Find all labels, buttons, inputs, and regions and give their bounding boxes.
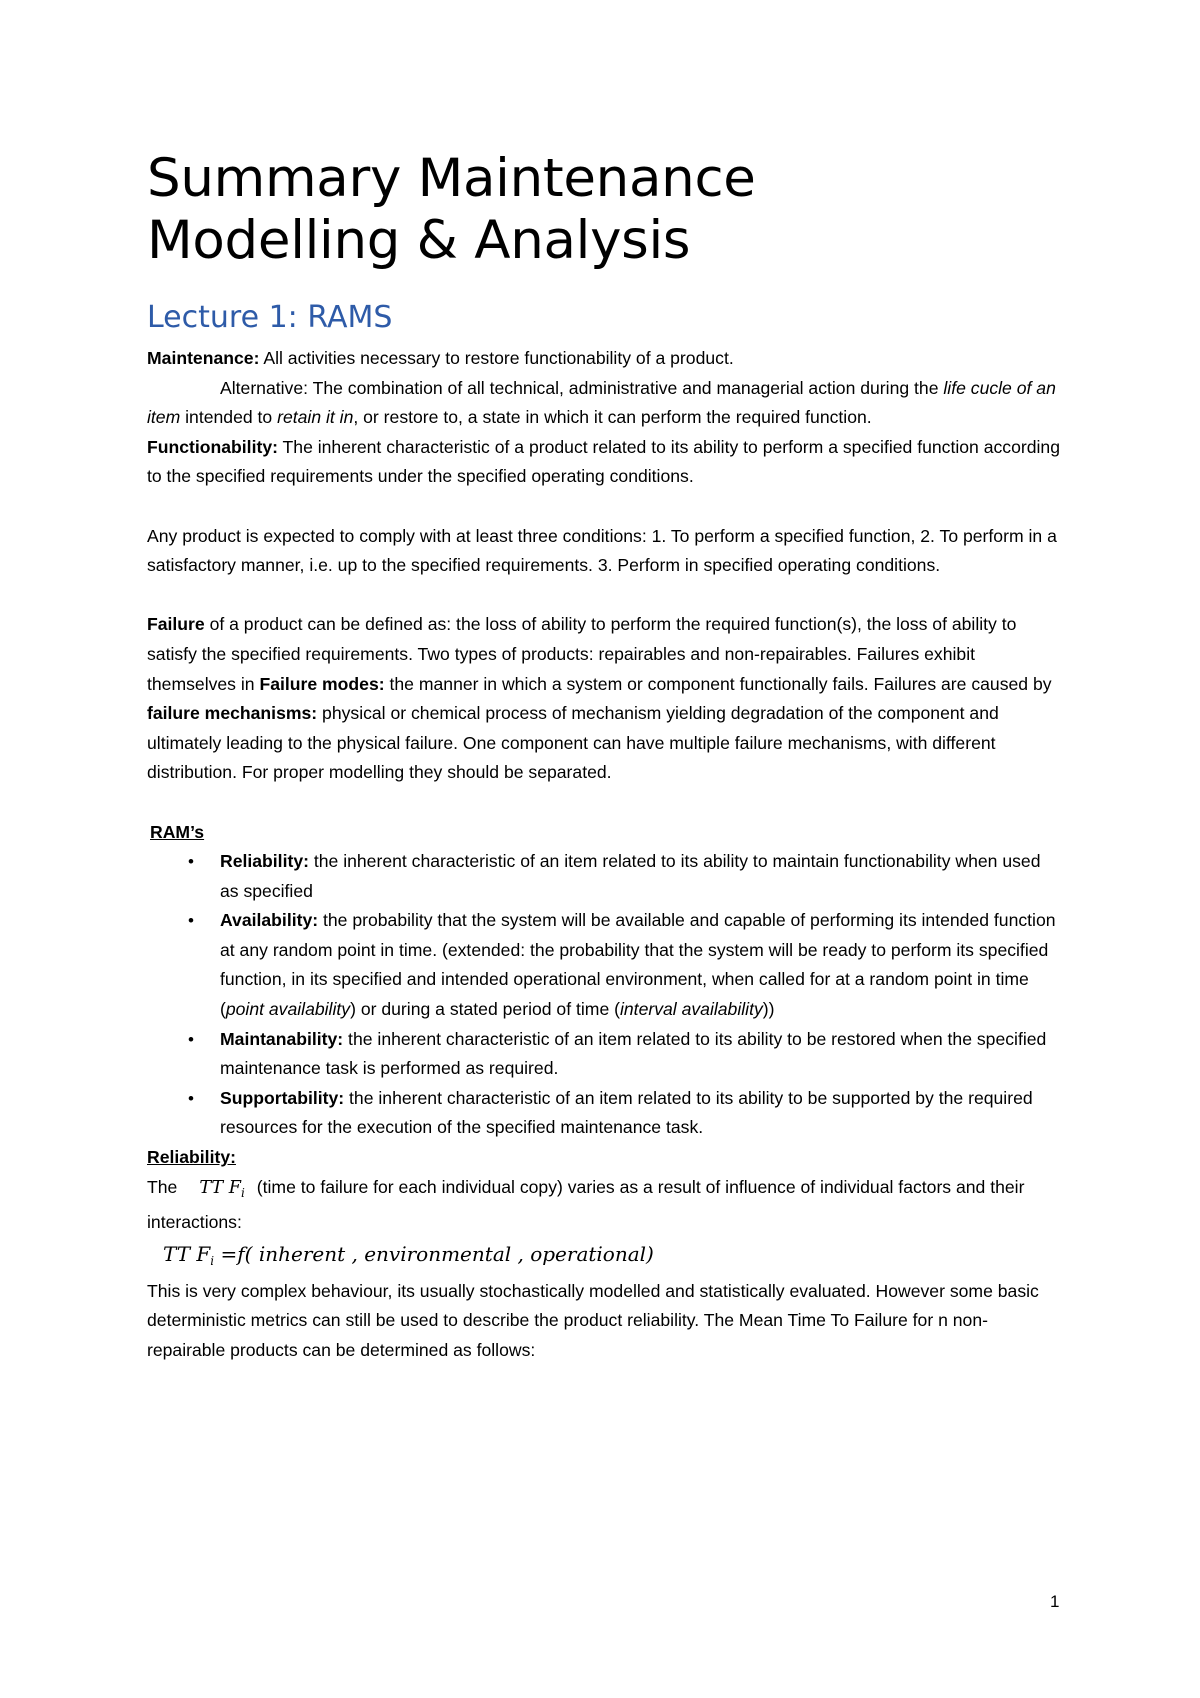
supportability-label: Supportability: <box>220 1087 345 1108</box>
failure-mechanisms-label: failure mechanisms: <box>147 703 318 724</box>
title-line-1: Summary Maintenance <box>147 148 756 209</box>
functionability-definition <box>147 433 1062 492</box>
availability-emphasis-1: point availability <box>225 999 351 1020</box>
reliability-explanation: This is very complex behaviour, its usually stochastically modelled and statistically evaluated. However some basic deterministic metrics can still be used to describe the product reliability. The Mean Time To Failure for n non-repairable products can be determined as follows: <box>147 1280 1039 1360</box>
equation-rhs: =f( inherent , environmental , operational) <box>214 1241 654 1266</box>
failure-text-3: physical or chemical process of mechanism yielding degradation of the component and ultimately leading to the physical failure. One component can have multiple failure mechanisms, with different distribution. For proper modelling they should be separated. <box>147 703 999 783</box>
conditions-text-1: Any product is expected to comply with at least three conditions: <box>147 525 652 546</box>
alternative-text-2: intended to <box>180 407 278 428</box>
condition-number-3: 3. <box>597 555 613 576</box>
reliability-label: Reliability: <box>220 851 309 872</box>
ttf-base: TT F <box>199 1177 241 1198</box>
maintenance-alternative <box>147 374 1062 433</box>
ttf-symbol <box>177 1174 256 1209</box>
maintenance-definition <box>147 344 1062 374</box>
supportability-text: the inherent characteristic of an item related to its ability to be supported by the required resources for the execution of the specified maintenance task. <box>220 1087 1033 1138</box>
reliability-heading: Reliability: <box>147 1147 236 1168</box>
spacer <box>147 581 1062 611</box>
maintenance-text: All activities necessary to restore functionability of a product. <box>259 348 734 368</box>
bullet-icon: • <box>188 1088 194 1108</box>
alternative-emphasis-1: life cucle of an item <box>147 377 1056 428</box>
availability-text-1: the probability that the system will be available and capable of performing its intended function at any random point in time. (extended: the probability that the system will be ready to perform its specified function, in its specified and intended operational environment, when called for at a random point in time ( <box>220 910 1056 1020</box>
failure-paragraph <box>147 610 1062 788</box>
list-item <box>147 847 1062 906</box>
availability-label: Availability: <box>220 910 319 931</box>
spacer <box>147 492 1062 522</box>
maintanability-text: the inherent characteristic of an item related to its ability to be restored when the specified maintenance task is performed as required. <box>220 1028 1047 1079</box>
reliability-text: the inherent characteristic of an item related to its ability to maintain functionability when used as specified <box>220 851 1041 901</box>
maintenance-label: Maintenance: <box>147 348 260 368</box>
ttf-subscript: i <box>240 1185 245 1200</box>
equation-subscript: i <box>210 1253 215 1268</box>
functionability-label: Functionability: <box>147 436 278 457</box>
availability-emphasis-2: interval availability <box>619 999 763 1020</box>
failure-label: Failure <box>147 614 205 635</box>
lecture-heading: Lecture 1: RAMS <box>147 300 393 335</box>
alternative-text-3: , or restore to, a state in which it can perform the required function. <box>353 407 872 428</box>
condition-number-1: 1. <box>651 525 667 546</box>
bullet-icon: • <box>188 1029 194 1049</box>
maintanability-label: Maintanability: <box>220 1028 344 1049</box>
bullet-icon: • <box>188 852 194 872</box>
reliability-paragraph <box>147 1173 1062 1238</box>
failure-modes-label: Failure modes: <box>259 673 385 694</box>
rams-list <box>147 847 1062 1143</box>
document-body <box>147 344 1062 1366</box>
alternative-text-1: The combination of all technical, administrative and managerial action during the <box>308 377 944 398</box>
functionability-text: The inherent characteristic of a product related to its ability to perform a specified function according to the specified requirements under the specified operating conditions. <box>147 436 1060 487</box>
condition-number-2: 2. <box>920 525 935 546</box>
alternative-label: Alternative: <box>220 377 309 398</box>
title-line-2: Modelling & Analysis <box>147 210 691 271</box>
availability-text-2: ) or during a stated period of time ( <box>350 999 620 1020</box>
bullet-icon: • <box>188 911 194 931</box>
reliability-text-1: The <box>147 1176 178 1197</box>
failure-text-2: the manner in which a system or component functionally fails. Failures are caused by <box>384 673 1052 694</box>
availability-text-3: )) <box>762 999 775 1020</box>
rams-heading: RAM’s <box>150 821 205 842</box>
conditions-text-2: To perform a specified function, <box>666 525 921 546</box>
conditions-paragraph <box>147 522 1062 581</box>
list-item <box>147 906 1062 1024</box>
list-item <box>147 1025 1062 1084</box>
reliability-text-2: (time to failure for each individual copy) varies as a result of influence of individual factors and their interactions: <box>147 1176 1025 1233</box>
page-number: 1 <box>1050 1592 1060 1611</box>
ttf-equation <box>147 1238 1062 1277</box>
spacer <box>147 788 1062 818</box>
equation-lhs: TT F <box>163 1241 211 1266</box>
conditions-text-4: Perform in specified operating conditions. <box>612 555 941 576</box>
failure-text-1: of a product can be defined as: the loss of ability to perform the required function(s), the loss of ability to satisfy the specified requirements. Two types of products: repairables and non-repairables. Failures exhibit themselves in <box>147 614 1017 694</box>
alternative-emphasis-2: retain it in <box>277 407 354 428</box>
list-item <box>147 1084 1062 1143</box>
document-title <box>147 148 1107 272</box>
conditions-text-3: To perform in a satisfactory manner, i.e. up to the specified requirements. <box>147 525 1057 576</box>
